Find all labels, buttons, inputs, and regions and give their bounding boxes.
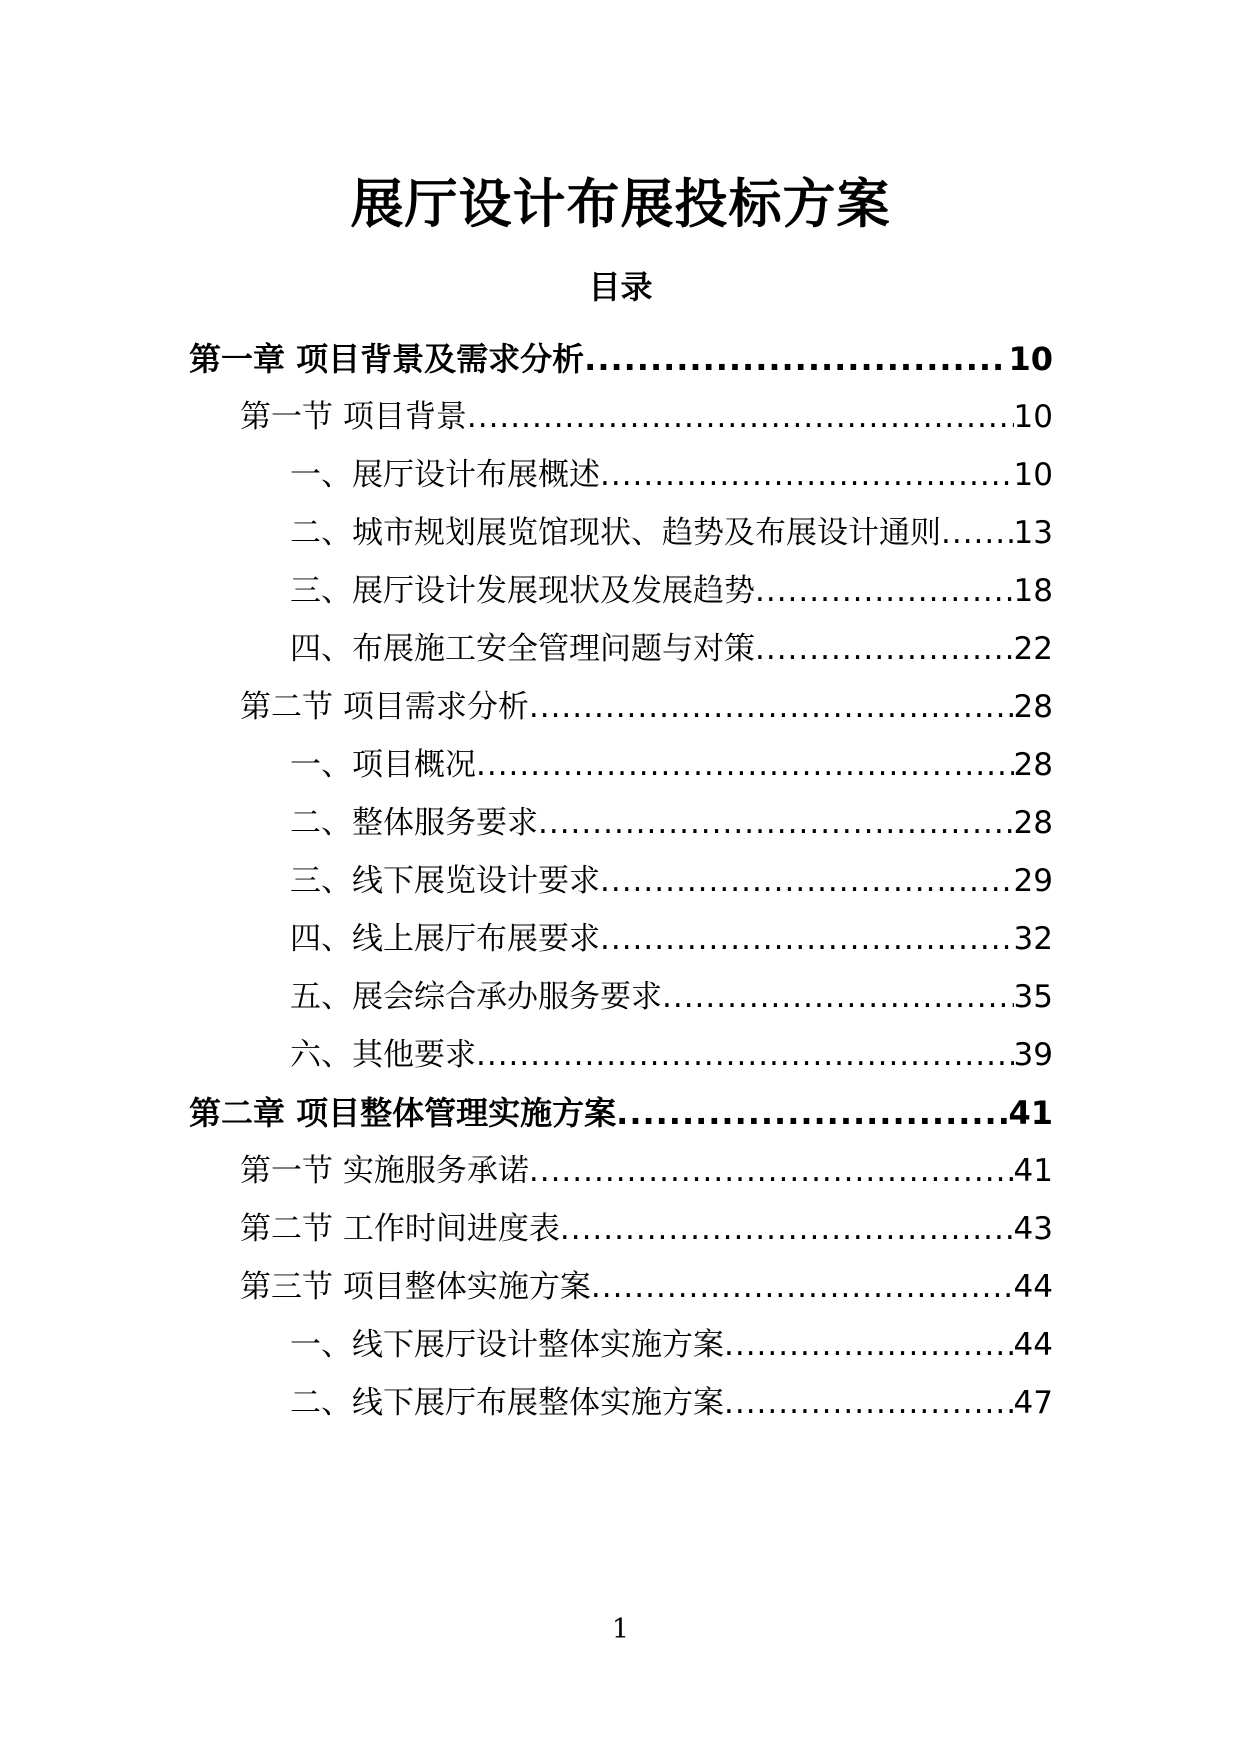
toc-entry-text: 第三节 项目整体实施方案 xyxy=(240,1269,591,1305)
toc-entry-section[interactable] xyxy=(240,385,1053,450)
toc-entry-subsection[interactable] xyxy=(290,1023,1053,1088)
toc-entry-text: 四、线上展厅布展要求 xyxy=(290,921,600,957)
dot-leader xyxy=(476,733,1014,798)
toc-entry-section[interactable] xyxy=(240,1197,1053,1262)
toc-entry-page: 28 xyxy=(1013,805,1053,841)
toc-entry-subsection[interactable] xyxy=(290,559,1053,624)
toc-entry-text: 三、线下展览设计要求 xyxy=(290,863,600,899)
toc-entry-subsection[interactable] xyxy=(290,849,1053,914)
toc-entry-page: 18 xyxy=(1013,573,1053,609)
toc-entry-page: 22 xyxy=(1013,631,1053,667)
dot-leader xyxy=(529,675,1014,740)
document-title: 展厅设计布展投标方案 xyxy=(350,174,891,235)
toc-entry-text: 三、展厅设计发展现状及发展趋势 xyxy=(290,573,755,609)
toc-entry-text: 第二节 工作时间进度表 xyxy=(240,1211,560,1247)
toc-entry-page: 41 xyxy=(1013,1153,1053,1189)
dot-leader xyxy=(724,1371,1014,1436)
dot-leader xyxy=(584,327,1008,392)
toc-entry-page: 47 xyxy=(1013,1385,1053,1421)
dot-leader xyxy=(941,501,1014,566)
dot-leader xyxy=(600,443,1014,508)
dot-leader xyxy=(616,1081,1008,1146)
dot-leader xyxy=(467,385,1014,450)
toc-entry-section[interactable] xyxy=(240,1139,1053,1204)
toc-entry-text: 一、项目概况 xyxy=(290,747,476,783)
toc-entry-page: 29 xyxy=(1013,863,1053,899)
toc-entry-page: 28 xyxy=(1013,689,1053,725)
dot-leader xyxy=(476,1023,1014,1088)
toc-entry-page: 10 xyxy=(1013,399,1053,435)
dot-leader xyxy=(755,617,1014,682)
toc-entry-text: 六、其他要求 xyxy=(290,1037,476,1073)
toc-entry-text: 四、布展施工安全管理问题与对策 xyxy=(290,631,755,667)
toc-entry-text: 第一节 项目背景 xyxy=(240,399,467,435)
dot-leader xyxy=(538,791,1014,856)
toc-entry-text: 二、城市规划展览馆现状、趋势及布展设计通则 xyxy=(290,515,941,551)
toc-entry-subsection[interactable] xyxy=(290,791,1053,856)
toc-entry-page: 39 xyxy=(1013,1037,1053,1073)
dot-leader xyxy=(600,907,1014,972)
toc-entry-page: 41 xyxy=(1008,1094,1053,1132)
toc-entry-section[interactable] xyxy=(240,1255,1053,1320)
toc-entry-subsection[interactable] xyxy=(290,617,1053,682)
toc-entry-page: 43 xyxy=(1013,1211,1053,1247)
toc-entry-subsection[interactable] xyxy=(290,965,1053,1030)
toc-entry-page: 44 xyxy=(1013,1327,1053,1363)
toc-entry-text: 第一节 实施服务承诺 xyxy=(240,1153,529,1189)
toc-entry-text: 二、整体服务要求 xyxy=(290,805,538,841)
dot-leader xyxy=(591,1255,1014,1320)
dot-leader xyxy=(600,849,1014,914)
toc-entry-chapter[interactable] xyxy=(189,327,1053,392)
dot-leader xyxy=(662,965,1014,1030)
toc-entry-page: 28 xyxy=(1013,747,1053,783)
toc-entry-text: 一、线下展厅设计整体实施方案 xyxy=(290,1327,724,1363)
toc-entry-text: 一、展厅设计布展概述 xyxy=(290,457,600,493)
toc-entry-subsection[interactable] xyxy=(290,501,1053,566)
page-number: 1 xyxy=(611,1614,630,1645)
toc-entry-text: 第二节 项目需求分析 xyxy=(240,689,529,725)
toc-entry-subsection[interactable] xyxy=(290,1313,1053,1378)
dot-leader xyxy=(755,559,1014,624)
toc-entry-page: 44 xyxy=(1013,1269,1053,1305)
dot-leader xyxy=(529,1139,1014,1204)
toc-entry-page: 32 xyxy=(1013,921,1053,957)
toc-entry-subsection[interactable] xyxy=(290,907,1053,972)
toc-entry-subsection[interactable] xyxy=(290,733,1053,798)
toc-entry-page: 10 xyxy=(1008,340,1053,378)
dot-leader xyxy=(724,1313,1014,1378)
toc-entry-subsection[interactable] xyxy=(290,1371,1053,1436)
toc-entry-section[interactable] xyxy=(240,675,1053,740)
toc-entry-subsection[interactable] xyxy=(290,443,1053,508)
toc-entry-chapter[interactable] xyxy=(189,1081,1053,1146)
toc-heading: 目录 xyxy=(588,268,653,306)
toc-entry-text: 第一章 项目背景及需求分析 xyxy=(189,340,585,378)
toc-entry-text: 第二章 项目整体管理实施方案 xyxy=(189,1094,617,1132)
toc-entry-text: 五、展会综合承办服务要求 xyxy=(290,979,662,1015)
toc-entry-page: 10 xyxy=(1013,457,1053,493)
dot-leader xyxy=(560,1197,1014,1262)
toc-entry-text: 二、线下展厅布展整体实施方案 xyxy=(290,1385,724,1421)
toc-entry-page: 13 xyxy=(1013,515,1053,551)
toc-entry-page: 35 xyxy=(1013,979,1053,1015)
